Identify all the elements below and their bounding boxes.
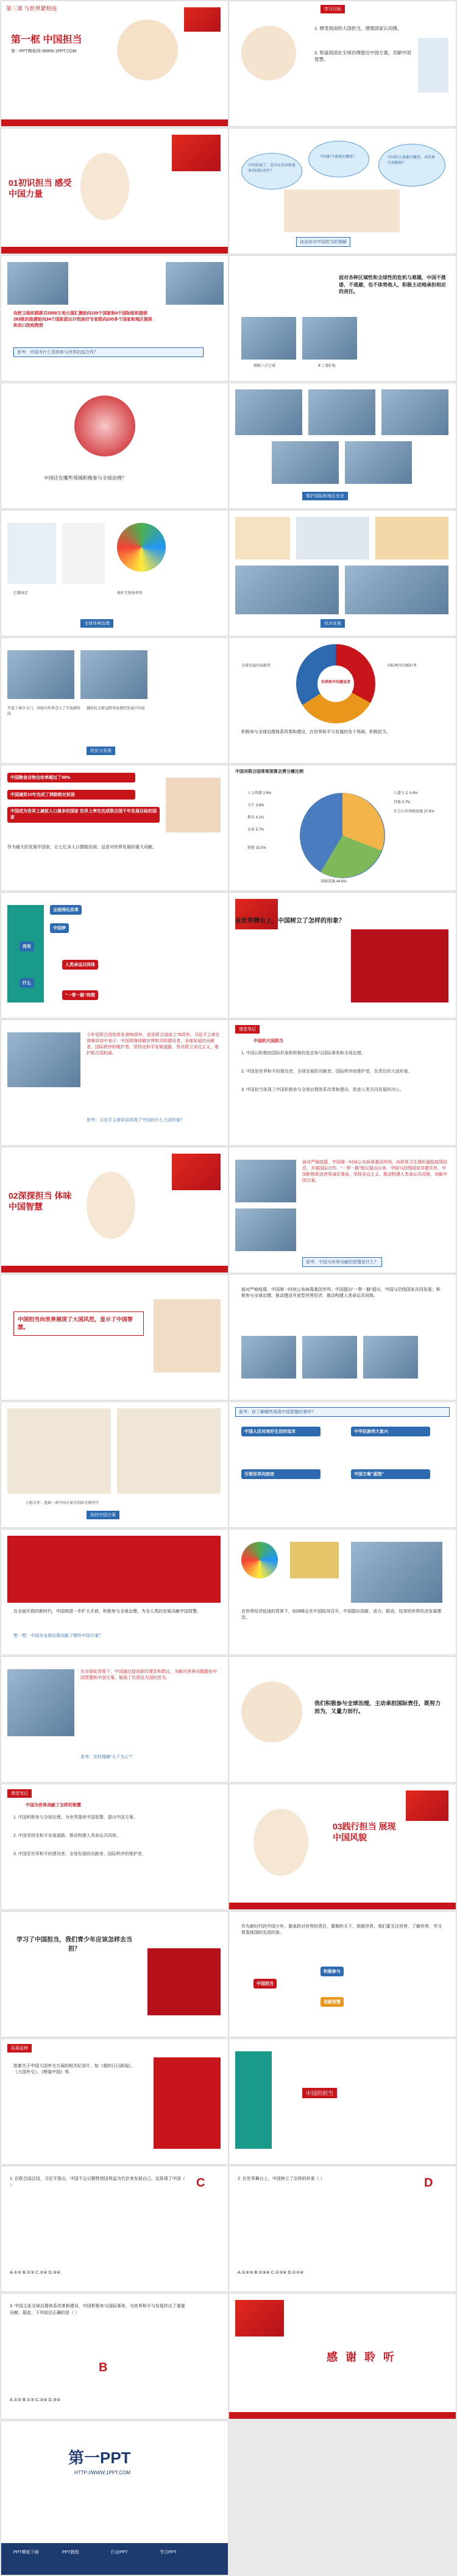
flag-graphic <box>172 135 221 171</box>
quiz-question-2: 2. 在世界舞台上，中国树立了怎样的形象（ ） <box>238 2177 325 2181</box>
teacher-figure <box>80 153 129 220</box>
talks-photo <box>241 317 296 360</box>
slide-25[interactable] <box>1 1530 228 1655</box>
concept-2: 积极参与 <box>321 1967 344 1976</box>
open-text: 在全面开放的新时代，中国将进一步扩大开放，积极参与全球治理，为全人类的发展贡献中国智慧。 <box>13 1609 201 1614</box>
quiz-options-2[interactable]: A.①②③ B.②③④ C.①③④ D.①②④ <box>238 2271 304 2275</box>
youth-text: 作为新时代的中国少年，要承担对世界的责任，要胸怀天下，放眼世界。我们要关注世界，了解世界，学习借鉴他国的先进经验。 <box>241 1925 442 1936</box>
question-text: 中国还在哪些领域积极参与全球治理？ <box>44 475 127 481</box>
question-mark-graphic <box>74 396 135 456</box>
section-title: 02深探担当 体味中国智慧 <box>9 1191 72 1212</box>
chart-title: 中国对联合国常规预算会费分摊比例 <box>235 770 303 774</box>
g20-logo <box>290 1542 339 1578</box>
footer-wave <box>1 243 228 254</box>
wisdom-box-2: 中华民族伟大复兴 <box>351 1427 430 1436</box>
topic-banner: 你的中国方案 <box>87 1511 119 1519</box>
label-hr: 人力资源 2.6% <box>247 792 272 795</box>
slide-31[interactable] <box>1 1912 228 2037</box>
caption-aid: 援助抗击新冠肺炎疫情的发展中国家 <box>87 707 146 711</box>
un-speech-photo <box>7 1032 80 1087</box>
box-reform: 全面深化改革 <box>50 905 82 915</box>
ring-center: 世界和平的建设者 <box>317 665 354 702</box>
note-tag: 课堂笔记 <box>7 1789 32 1798</box>
label-humanitarian: 人道主义 0.4% <box>394 792 418 795</box>
achievement-bar-3: 中国成为世界上减贫人口最多的国家 世界上率先完成联合国千年发展目标的国家 <box>7 807 160 823</box>
navy-photo <box>302 317 357 360</box>
quiz-answer-2: D <box>424 2176 433 2190</box>
frame-title: 第一框 中国担当 <box>11 35 82 45</box>
slide-35[interactable] <box>1 2166 228 2291</box>
slide-27[interactable] <box>1 1657 228 1782</box>
biodiversity-poster <box>62 523 105 584</box>
note-line-2: 2. 中国是世界和平的建设者、全球发展的贡献者、国际秩序的维护者，负责任的大国形象。 <box>241 1070 413 1074</box>
slide-15[interactable] <box>1 893 228 1018</box>
concept-3: 贡献智慧 <box>321 1997 344 2007</box>
note-line-3: 3. 中国担当体现了中国积极参与全球治理体系改革和建设，促进人类共同发展的决心。 <box>241 1088 404 1092</box>
achievement-bar-1: 中国粮食谷物自给率超过了98% <box>7 773 135 782</box>
brand-logo: 第一PPT <box>68 2449 131 2467</box>
slide-16[interactable] <box>229 893 456 1018</box>
flag-graphic <box>184 7 221 32</box>
global-question: 思考：怎样理解“天下为公”？ <box>80 1755 135 1759</box>
slide-19[interactable] <box>1 1148 228 1272</box>
box-community: 人类命运共同体 <box>62 960 98 970</box>
slide-13[interactable] <box>1 765 228 890</box>
flag-graphic <box>172 1154 221 1190</box>
g20-text: 在世界经济低迷的背景下，G20峰会在中国杭州召开，中国提出创新、活力、联动、包容的世界经济发展理念。 <box>241 1609 442 1620</box>
students-illustration <box>284 190 400 232</box>
slide-4[interactable] <box>229 129 456 254</box>
responsibility-text: 我们积极参与全球治理，主动承担国际责任，既努力而为，又量力而行。 <box>314 1700 441 1715</box>
slide-14[interactable] <box>229 765 456 890</box>
task-caption: 小组合作：选择一项中国方案介绍给全班同学 <box>26 1502 99 1505</box>
image-question: 在世界舞台上，中国树立了怎样的形象？ <box>235 918 345 924</box>
aid-photo <box>7 262 68 305</box>
label-edu: 教育 4.1% <box>247 816 264 820</box>
question-box: 思考：中国为什么坚持参与世界抗疫合作？ <box>13 347 204 357</box>
thought-bubble-c: 中国的力量源自哪里，对世界有何影响？ <box>378 144 445 186</box>
un-text: 今年是联合国宪章发表55周年，也是联合国成立75周年。习近平主席在视频讲话中表示：中国将继续做世界和平的建设者、全球发展的贡献者、国际秩序的维护者，坚持走和平发展道路，坚决捍卫多边主义，维护联合国权威。 <box>87 1033 220 1056</box>
teacher-figure <box>253 1809 308 1876</box>
student-illustration <box>241 26 296 80</box>
slide-30[interactable] <box>229 1784 456 1909</box>
quiz-options-1[interactable]: A.①② B.①③ C.②④ D.③④ <box>10 2271 61 2275</box>
silk-road-map <box>235 517 290 559</box>
slide-11[interactable] <box>1 638 228 763</box>
quiz-question-1: 1. 在联合国总结，习近平指出，中国不会以牺牲别国利益为代价来发展自己。这体现了中国（ ） <box>10 2177 185 2188</box>
label-other: 其他 0.7% <box>394 801 411 804</box>
note-line-1: 1. 中国积极参与全球治理，为世界提供中国智慧，提出中国方案。 <box>13 1815 138 1820</box>
slide-12[interactable] <box>229 638 456 763</box>
train-photo <box>235 1208 296 1251</box>
slide-32[interactable] <box>229 1912 456 2037</box>
label-health: 卫生 3.6% <box>247 804 264 807</box>
responsibility-text: 面对各种区域性和全球性的危机与难题，中国不推诿、不逃避，也不体势他人，积极主动地承担相应的责任。 <box>339 275 446 295</box>
un-question: 思考：习近平主席讲话体现了中国的什么大国形象？ <box>87 1118 185 1123</box>
wisdom-box-4: 中国方案“蓝图” <box>351 1469 430 1479</box>
extend-tag: 拓展延伸 <box>7 2044 32 2053</box>
slide-34[interactable] <box>229 2039 456 2164</box>
students-figure <box>154 1299 221 1372</box>
poverty-text: 作为最大的发展中国家，让七亿多人口摆脱贫困，这是对世界发展的重大贡献。 <box>7 845 157 850</box>
side-graphic <box>7 905 44 1002</box>
medical-photo <box>166 262 224 305</box>
slide-18[interactable] <box>229 1020 456 1145</box>
question-box: 思考：中国为世界贡献的智慧是什么？ <box>302 1257 382 1267</box>
caption-navy: 亚丁湾护航 <box>317 364 336 368</box>
peace-photo-1 <box>235 389 302 435</box>
slide-33[interactable] <box>1 2039 228 2164</box>
quiz-question-3: 3. 中国主张全球治理体系改革和建设，中国积极参与国际事务，为世界和平与发展作出了重要贡献。据此，下列说法正确的是（ ） <box>10 2304 185 2315</box>
slide-28[interactable] <box>229 1657 456 1782</box>
thanks-title: 感 谢 聆 听 <box>327 2351 397 2363</box>
global-text: 在全球化背景下，中国通过提出新的理念和倡议，为解决世界问题提供中国智慧和中国方案，展现了负责任大国的担当。 <box>80 1670 217 1681</box>
slide-5[interactable] <box>1 256 228 381</box>
ring-label-1: 全球发展的贡献者 <box>241 664 271 668</box>
slide-29[interactable] <box>1 1784 228 1909</box>
concept-1: 中国担当 <box>253 1979 277 1989</box>
footer-wave <box>1 115 228 126</box>
slide-37[interactable] <box>1 2294 228 2419</box>
quiz-answer-3: B <box>99 2361 108 2374</box>
section-title: 01初识担当 感受中国力量 <box>9 178 72 199</box>
note-heading: 中国为世界贡献了怎样的智慧 <box>26 1803 81 1808</box>
poverty-photo <box>166 778 221 832</box>
topic-banner: 维护国际和地区安全 <box>302 492 348 500</box>
slide-17[interactable] <box>1 1020 228 1145</box>
thought-bubble-b: 中国担当体现在哪里？ <box>308 141 369 177</box>
topic-banner: 经济发展 <box>321 619 345 628</box>
subtitle: 第一PPT模板网-WWW.1PPT.COM <box>11 49 77 54</box>
wisdom-text: 面对严峻疫情，中国第一时间公布病毒基因序列，向世界卫生组织通报疫情信息，开展国际合作。“一带一路”倡议提出以来，中国与沿线国家共建共享。中国积极促进世界减贫事业，坚持多边主义，推动构建人类命运共同体，贡献中国方案。 <box>302 1160 447 1183</box>
teacher-figure <box>241 1681 302 1742</box>
slide-2[interactable] <box>229 1 456 126</box>
quiz-options-3[interactable]: A.①② B.①③ C.②④ D.③④ <box>10 2398 61 2402</box>
slide-38[interactable] <box>229 2294 456 2419</box>
photo-3 <box>363 1336 418 1378</box>
flag-graphic <box>406 1790 448 1821</box>
note-tag: 课堂笔记 <box>235 1025 260 1034</box>
slide-21[interactable] <box>1 1275 228 1400</box>
note-heading: 中国的大国担当 <box>253 1039 283 1043</box>
banner-photo <box>7 1536 221 1603</box>
achievement-bar-2: 中国减贫10年完成了消除绝对贫困 <box>7 790 135 800</box>
forum-photo <box>345 566 448 614</box>
label-goods: 物资 15.0% <box>247 846 266 850</box>
note-line-1: 1. 中国以积极的国际形象和积极的姿态参与国际事务和全球治理。 <box>241 1051 366 1056</box>
photo-2 <box>302 1336 357 1378</box>
slide-6[interactable] <box>229 256 456 381</box>
slide-39[interactable] <box>1 2421 228 2575</box>
cartoon-strip-2 <box>117 1408 221 1494</box>
summit-photo <box>351 1542 442 1603</box>
photo-1 <box>241 1336 296 1378</box>
footer-link-1[interactable]: PPT模板下载 <box>13 2550 39 2555</box>
desert-caravan <box>375 517 448 559</box>
caption-talks: 朝鲜六方会谈 <box>253 364 276 368</box>
china-map <box>351 929 448 1002</box>
xi-photo <box>7 1669 74 1736</box>
style-text: 中国担当向世界展现了大国风范，显示了中国智慧。 <box>13 1311 144 1336</box>
slide-8[interactable] <box>229 383 456 508</box>
flag-graphic <box>235 2300 284 2336</box>
slide-20[interactable] <box>229 1148 456 1272</box>
port-photo <box>7 650 74 699</box>
extend-text: 指着关于中国大国外交方面的相关纪录片，如《我的日日新闻》、《大国外交》、《辉煌中国》等。 <box>13 2064 135 2075</box>
governance-note: 积极参与全球治理体系改革和建设，在世界和平与发展的各个领域，积极担当。 <box>241 730 391 734</box>
peace-photo-4 <box>272 441 339 484</box>
lesson-header: 第三课 与世界紧相连 <box>6 5 57 12</box>
footer-wave <box>229 2408 456 2419</box>
wisdom-detail: 面对严峻疫情，中国第一时间公布病毒基因序列。中国提出“一带一路”倡议，中国与沿线国家共同发展；积极参与全球治理，推动建设开放型世界经济，推动构建人类命运共同体。 <box>241 1288 441 1299</box>
caption-box: 谈谈你对中国担当的理解 <box>296 237 350 247</box>
label-agri: 农业 5.7% <box>247 828 264 832</box>
climate-poster <box>7 523 56 584</box>
slide-36[interactable] <box>229 2166 456 2291</box>
peace-photo-2 <box>308 389 375 435</box>
quiz-answer-1: C <box>196 2176 205 2190</box>
slide-title: 学习目标 <box>321 5 345 13</box>
footer-link-4[interactable]: 节日PPT <box>160 2550 177 2555</box>
slide-3[interactable] <box>1 129 228 254</box>
question-title: 学习了中国担当，我们青少年应该怎样去当担？ <box>16 1937 132 1953</box>
slide-26[interactable] <box>229 1530 456 1655</box>
box-belt: “一带一路”构想 <box>62 990 98 1000</box>
note-line-2: 2. 中国坚持走和平发展道路，推动构建人类命运共同体。 <box>13 1834 121 1838</box>
slide-9[interactable] <box>1 511 228 636</box>
wisdom-box-3: 引领世界向前进 <box>241 1469 321 1479</box>
teacher-figure <box>87 1172 135 1239</box>
brand-url[interactable]: HTTP://WWW.1PPT.COM <box>74 2470 130 2475</box>
box-none: 没有 <box>19 942 34 951</box>
side-graphic <box>235 2051 272 2149</box>
lab-photo <box>235 1160 296 1202</box>
label-infra: 基础设施 44.8% <box>321 880 347 884</box>
bookshelf-image <box>418 38 448 93</box>
goal-1: 1. 感受我国的大国担当，增强国家认同感。 <box>314 26 402 31</box>
note-line-3: 3. 中国是世界和平的建设者、全球发展的贡献者、国际秩序的维护者。 <box>13 1852 146 1856</box>
slide-23[interactable] <box>1 1402 228 1527</box>
footer-wave <box>229 1898 456 1909</box>
open-question: 想一想：中国为全球治理贡献了哪些中国方案？ <box>13 1634 103 1638</box>
ring-label-2: 国际秩序的维护者 <box>388 664 417 668</box>
china-map <box>147 1948 221 2015</box>
slide-24[interactable] <box>229 1402 456 1527</box>
thought-bubble-a: 中国发展了，是否应该承担更多的国际责任？ <box>241 153 302 190</box>
box-dream: 中国梦 <box>50 923 69 933</box>
footer-link-3[interactable]: 行业PPT <box>111 2550 128 2555</box>
caption-port: 开放了城市大门，对航向世界迈入了开放新阶段 <box>7 707 81 716</box>
peace-photo-5 <box>345 441 412 484</box>
documentary-poster <box>154 2057 221 2149</box>
box-what: 什么 <box>19 978 34 988</box>
slide-1[interactable] <box>1 1 228 126</box>
summit-photo <box>235 566 339 614</box>
topic-banner: 中国的担当 <box>302 2088 337 2098</box>
teacher-illustration <box>117 20 178 80</box>
sdg-logo <box>117 523 166 572</box>
sdg-logo <box>241 1542 278 1578</box>
caption-paris: 巴黎协定 <box>13 592 29 595</box>
peace-photo-3 <box>381 389 448 435</box>
section-title: 03践行担当 展现中国风貌 <box>333 1822 396 1843</box>
topic-banner: 全球环境治理 <box>80 619 113 628</box>
slide-7[interactable] <box>1 383 228 508</box>
label-public: 社会公共基础设施 27.6% <box>394 810 434 814</box>
footer-wave <box>1 1261 228 1272</box>
world-map <box>296 517 369 559</box>
question-box: 思考：你了解哪些体现中国智慧的事件？ <box>235 1407 450 1417</box>
slide-22[interactable] <box>229 1275 456 1400</box>
footer-link-2[interactable]: PPT教程 <box>62 2550 79 2555</box>
cartoon-strip <box>7 1408 111 1494</box>
slide-10[interactable] <box>229 511 456 636</box>
medical-team-photo <box>80 650 147 699</box>
wisdom-box-1: 中国人民对美好生活的追求 <box>241 1427 321 1436</box>
goal-2: 2. 知道我国在全球治理提出中国方案，贡献中国智慧。 <box>314 50 411 62</box>
topic-banner: 扶贫与发展 <box>87 747 115 755</box>
aid-text: 向世卫组织捐款共5000万美元现汇援助向150个国家和4个国际组织提供283批抗疫援助向34个国家派出37批医疗专家组向200多个国家和地区提供和出口防疫物资 <box>13 311 152 328</box>
caption-biodiversity: 保护生物多样性 <box>117 592 143 595</box>
